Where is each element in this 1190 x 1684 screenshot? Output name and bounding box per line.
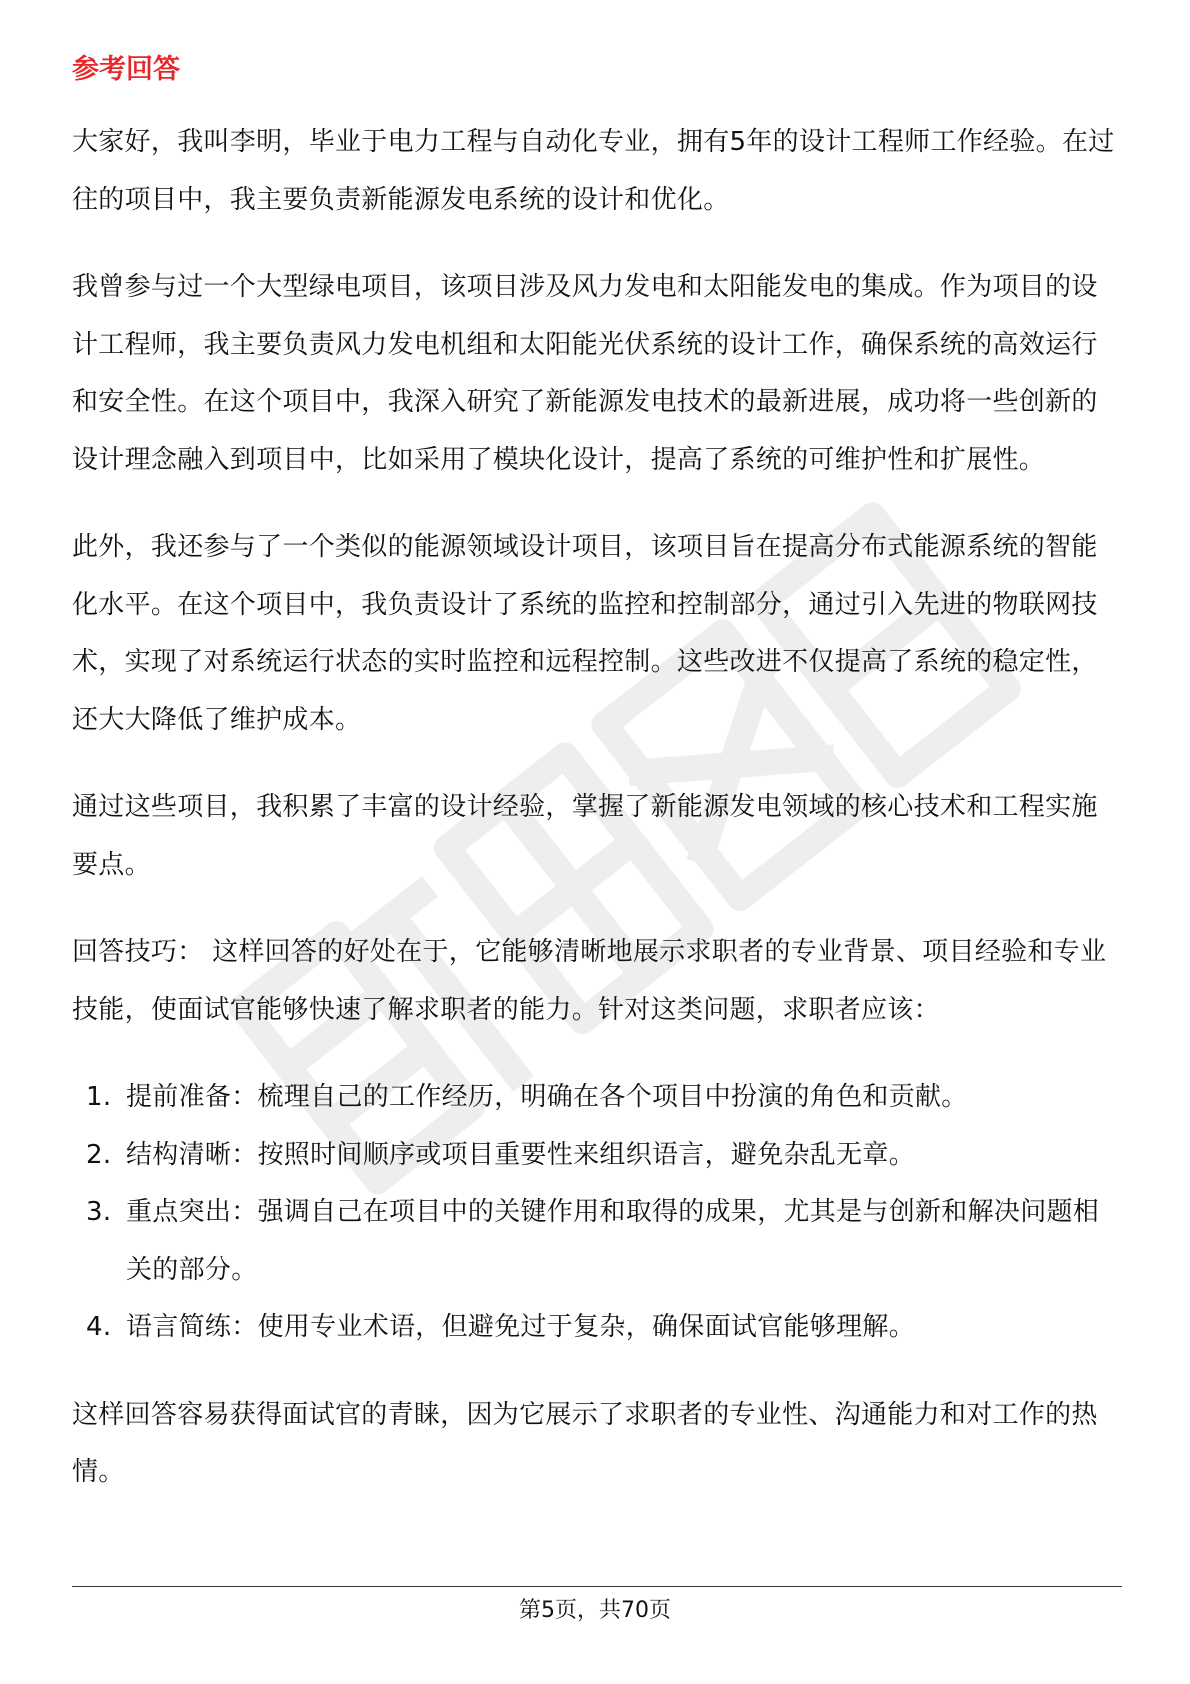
list-item-text: 语言简练：使用专业术语，但避免过于复杂，确保面试官能够理解。 bbox=[126, 1312, 916, 1342]
paragraph-summary: 通过这些项目，我积累了丰富的设计经验，掌握了新能源发电领域的核心技术和工程实施要点。 bbox=[72, 792, 1098, 880]
list-item-text: 结构清晰：按照时间顺序或项目重要性来组织语言，避免杂乱无章。 bbox=[126, 1139, 916, 1170]
document-body bbox=[72, 50, 1122, 1532]
paragraph-intro: 大家好，我叫李明，毕业于电力工程与自动化专业，拥有5年的设计工程师工作经验。在过往的项目中，我主要负责新能源发电系统的设计和优化。 bbox=[72, 127, 1115, 215]
list-item-number: 1. bbox=[86, 1082, 112, 1112]
paragraph-tips-intro: 回答技巧： 这样回答的好处在于，它能够清晰地展示求职者的专业背景、项目经验和专业技能，使面试官能够快速了解求职者的能力。针对这类问题，求职者应该： bbox=[72, 937, 1107, 1025]
page-number: 第5页，共70页 bbox=[519, 1598, 671, 1623]
footer-divider bbox=[72, 1586, 1122, 1587]
paragraph-closing: 这样回答容易获得面试官的青睐，因为它展示了求职者的专业性、沟通能力和对工作的热情。 bbox=[72, 1399, 1098, 1487]
list-item bbox=[72, 1184, 1122, 1299]
list-item-number: 3. bbox=[86, 1197, 112, 1227]
paragraph-project-2: 此外，我还参与了一个类似的能源领域设计项目，该项目旨在提高分布式能源系统的智能化水平。在这个项目中，我负责设计了系统的监控和控制部分，通过引入先进的物联网技术，实现了对系统运行状态的实时监控和远程控制。这些改进不仅提高了系统的稳定性，还大大降低了维护成本。 bbox=[72, 532, 1098, 735]
list-item bbox=[72, 1299, 1122, 1357]
list-item-number: 4. bbox=[86, 1312, 112, 1342]
tips-list bbox=[72, 1069, 1122, 1357]
paragraph-project-1: 我曾参与过一个大型绿电项目，该项目涉及风力发电和太阳能发电的集成。作为项目的设计工程师，我主要负责风力发电机组和太阳能光伏系统的设计工作，确保系统的高效运行和安全性。在这个项目中，我深入研究了新能源发电技术的最新进展，成功将一些创新的设计理念融入到项目中，比如采用了模块化设计，提高了系统的可维护性和扩展性。 bbox=[72, 272, 1098, 475]
list-item-number: 2. bbox=[86, 1139, 112, 1170]
list-item-text: 重点突出：强调自己在项目中的关键作用和取得的成果，尤其是与创新和解决问题相关的部分。 bbox=[126, 1197, 1100, 1285]
list-item bbox=[72, 1069, 1122, 1127]
section-title: 参考回答 bbox=[72, 54, 180, 85]
list-item bbox=[72, 1127, 1122, 1185]
list-item-text: 提前准备：梳理自己的工作经历，明确在各个项目中扮演的角色和贡献。 bbox=[126, 1082, 968, 1112]
